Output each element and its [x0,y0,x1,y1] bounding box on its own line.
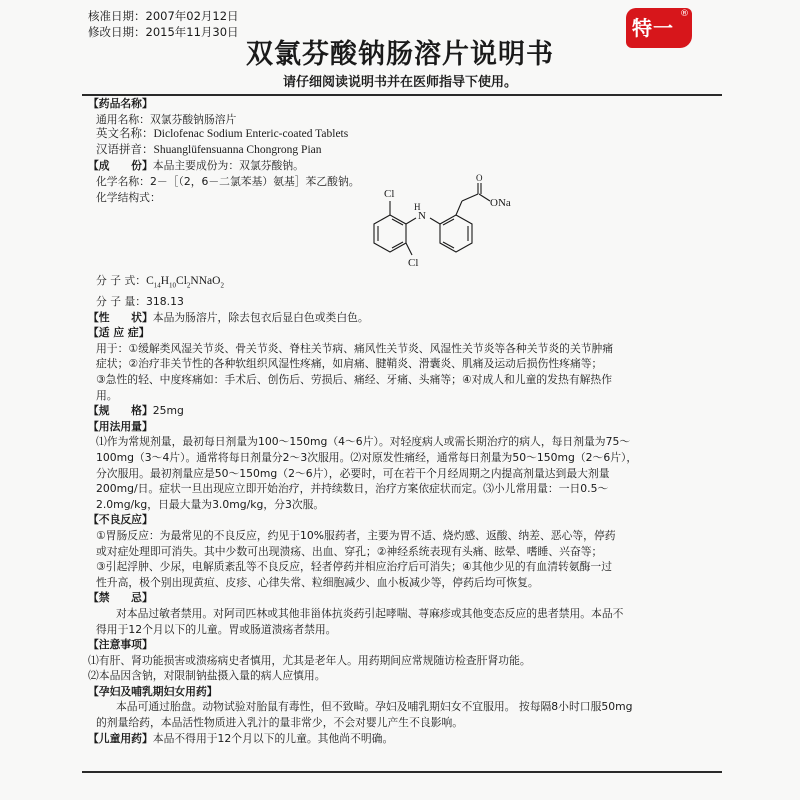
dosage-line-3: 分次服用。最初剂量应是50～150mg（2～6片），必要时，可在若干个月经周期之内提高剂量达到最大剂量 [96,466,610,480]
english-name: 英文名称：Diclofenac Sodium Enteric-coated Tablets [96,128,349,141]
structure-diagram [350,173,530,273]
dosage-line-5: 2.0mg/kg，日最大量为3.0mg/kg，分3次服。 [96,497,325,511]
dosage-line-4: 200mg/日。症状一旦出现应立即开始治疗，并持续数日，治疗方案依症状而定。⑶小儿常用量：一日0.5～ [96,482,609,496]
section-heading-pregnancy: 【孕妇及哺乳期妇女用药】 [88,684,218,698]
approval-date: 核准日期：2007年02月12日 [88,9,239,23]
pinyin-name: 汉语拼音：Shuanglüfensuanna Chongrong Pian [96,143,322,156]
brand-logo-text: 特一 [632,16,674,40]
dosage-line-2: 100mg（3～4片）。通常将每日剂量分2～3次服用。⑵对原发性痛经，通常每日剂量为50～150mg（2～6片）， [96,450,638,464]
molecular-weight: 分 子 量：318.13 [96,295,184,309]
generic-name: 通用名称：双氯芬酸钠肠溶片 [96,112,237,126]
indications-line-1: 用于：①缓解类风湿关节炎、骨关节炎、脊柱关节病、痛风性关节炎、风湿性关节炎等各种关节炎的关节肿痛 [96,341,614,355]
contraindications-line-2: 得用于12个月以下的儿童。胃或肠道溃疡者禁用。 [96,622,337,636]
contraindications-line-1: 对本品过敏者禁用。对阿司匹林或其他非甾体抗炎药引起哮喘、荨麻疹或其他变态反应的患者禁用。本品不 [116,606,624,620]
formula-value: $C_{14}H_{10}Cl_2NNaO_2$ [146,275,224,290]
precautions-line-2: ⑵本品因含钠，对限制钠盐摄入量的病人应慎用。 [88,669,326,683]
section-heading-precautions: 【注意事项】 [88,638,153,652]
structure-label: 化学结构式： [96,190,161,204]
formula-label: 分 子 式： [96,274,147,288]
leaflet-body [88,96,716,746]
section-heading-composition: 【成 份】 [88,159,153,173]
specification-text: 25mg [152,404,184,418]
pregnancy-line-1: 本品可通过胎盘。动物试验对胎鼠有毒性，但不致畸。孕妇及哺乳期妇女不宜服用。 按每隔8小时口服50mg [116,700,633,714]
composition-main: 本品主要成份为：双氯芬酸钠。 [152,159,304,173]
molecular-formula [88,273,716,294]
adverse-line-2: 或对症处理即可消失。其中少数可出现溃疡、出血、穿孔；②神经系统表现有头痛、眩晕、嗜睡、兴奋等； [96,544,603,558]
precautions-line-1: ⑴有肝、肾功能损害或溃疡病史者慎用，尤其是老年人。用药期间应常规随访检查肝肾功能。 [88,653,531,667]
indications-line-2: 症状；②治疗非关节性的各种软组织风湿性疼痛，如肩痛、腱鞘炎、滑囊炎、肌痛及运动后损伤性疼痛等； [96,357,603,371]
section-heading-properties: 【性 状】 [88,310,153,324]
properties-line [88,310,716,326]
section-heading-specification: 【规 格】 [88,404,153,418]
revision-date: 修改日期：2015年11月30日 [88,25,239,39]
document-subtitle: 请仔细阅读说明书并在医师指导下使用。 [282,75,517,90]
oxygen-label: O [476,173,483,184]
brand-logo [626,8,692,48]
dosage-line-1: ⑴作为常规剂量，最初每日剂量为100～150mg（4～6片）。对轻度病人或需长期治疗的病人，每日剂量为75～ [96,435,631,449]
section-heading-dosage: 【用法用量】 [88,419,153,433]
chlorine-bottom-label: Cl [408,257,419,270]
adverse-line-4: 性升高，极个别出现黄疸、皮疹、心律失常、粒细胞减少、血小板减少等，停药后均可恢复。 [96,575,539,589]
chemical-name: 化学名称：2－［（2，6－二氯苯基）氨基］苯乙酸钠。 [96,174,360,188]
section-heading-contraindications: 【禁 忌】 [88,591,153,605]
section-heading-drug-name: 【药品名称】 [88,97,153,110]
right-benzene-ring [440,215,472,252]
left-benzene-ring [374,215,406,252]
document-title: 双氯芬酸钠肠溶片说明书 [246,39,554,70]
adverse-line-1: ①胃肠反应：为最常见的不良反应，约见于10%服药者，主要为胃不适、烧灼感、返酸、纳差、恶心等，停药 [96,528,616,542]
properties-text: 本品为肠溶片，除去包衣后显白色或类白色。 [152,310,369,324]
children-line [88,731,716,747]
pregnancy-line-2: 的剂量给药，本品活性物质进入乳汁的量非常少，不会对婴儿产生不良影响。 [96,716,464,730]
indications-line-3: ③急性的轻、中度疼痛如：手术后、创伤后、劳损后、痛经、牙痛、头痛等；④对成人和儿童的发热有解热作 [96,373,613,387]
section-heading-children: 【儿童用药】 [88,731,153,745]
composition-line [88,158,716,174]
section-heading-indications: 【适 应 症】 [88,326,150,340]
nitrogen-label: N [418,210,426,223]
bottom-divider [82,771,722,773]
ona-label: ONa [490,197,511,210]
specification-line [88,403,716,419]
indications-line-4: 用。 [96,388,118,402]
registered-mark: ® [680,9,689,19]
adverse-line-3: ③引起浮肿、少尿，电解质紊乱等不良反应，轻者停药并相应治疗后可消失；④其他少见的有血清转氨酶一过 [96,560,613,574]
chlorine-top-label: Cl [384,188,395,201]
children-text: 本品不得用于12个月以下的儿童。其他尚不明确。 [152,731,394,745]
section-heading-adverse: 【不良反应】 [88,513,153,527]
hydrogen-label: H [414,202,421,213]
